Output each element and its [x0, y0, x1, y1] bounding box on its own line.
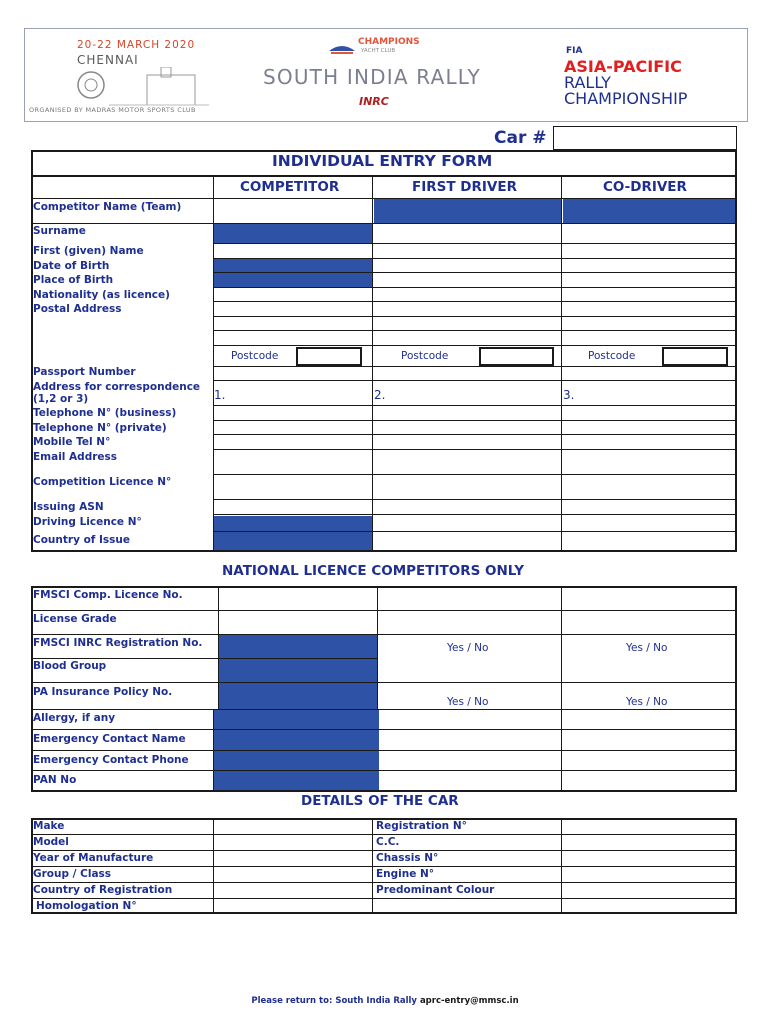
car-row-label: Group / Class [33, 868, 112, 880]
national-section-title: NATIONAL LICENCE COMPETITORS ONLY [222, 563, 525, 579]
row-line [214, 405, 737, 406]
car-row-label: Engine N° [376, 868, 435, 880]
row-label: Place of Birth [33, 274, 114, 286]
column-header-co-driver: CO-DRIVER [603, 179, 687, 195]
car-number-field[interactable] [553, 126, 737, 150]
national-row-label: Allergy, if any [33, 712, 116, 724]
national-row-label: FMSCI INRC Registration No. [33, 637, 203, 649]
row-line [31, 634, 737, 635]
column-header-competitor: COMPETITOR [240, 179, 340, 195]
row-line [31, 834, 737, 835]
row-line [31, 850, 737, 851]
filled-cell [214, 516, 372, 550]
title-divider [31, 175, 737, 177]
filled-cell [563, 199, 735, 223]
row-label: Issuing ASN [33, 501, 104, 513]
row-label: Telephone N° (private) [33, 422, 167, 434]
row-line [31, 729, 737, 730]
row-line [31, 882, 737, 883]
row-line [214, 449, 737, 450]
address-option-2[interactable]: 2. [374, 388, 386, 402]
postcode-field-co-driver[interactable] [662, 347, 728, 366]
row-line [214, 345, 737, 346]
row-label: Nationality (as licence) [33, 289, 170, 301]
car-number-label: Car # [494, 128, 547, 148]
row-label: Competitor Name (Team) [33, 201, 182, 213]
footer-email-link[interactable]: aprc-entry@mmsc.in [419, 996, 519, 1006]
row-label: Competition Licence N° [33, 476, 172, 488]
row-line [31, 866, 737, 867]
row-line [31, 750, 737, 751]
row-line [214, 499, 737, 500]
apac-line1: ASIA-PACIFIC [564, 57, 682, 76]
filled-cell [219, 634, 377, 709]
row-line [31, 610, 737, 611]
car-section-title: DETAILS OF THE CAR [301, 793, 459, 809]
national-row-label: FMSCI Comp. Licence No. [33, 589, 183, 601]
row-line [31, 770, 737, 771]
event-city: CHENNAI [77, 53, 139, 67]
filled-cell [214, 223, 372, 243]
row-line [31, 658, 377, 659]
row-line [214, 330, 737, 331]
row-label: First (given) Name [33, 245, 144, 257]
row-line [214, 434, 737, 435]
row-line [214, 380, 737, 381]
car-row-label: Year of Manufacture [33, 852, 154, 864]
row-line [31, 709, 737, 710]
row-line [214, 366, 737, 367]
row-line [31, 223, 737, 224]
form-title: INDIVIDUAL ENTRY FORM [272, 152, 493, 170]
row-label: Mobile Tel N° [33, 436, 111, 448]
car-row-label: Model [33, 836, 69, 848]
car-row-label: C.C. [376, 836, 400, 848]
row-label: Email Address [33, 451, 118, 463]
row-line [31, 682, 737, 683]
apac-line2: RALLY [564, 73, 611, 92]
row-line [31, 198, 737, 199]
yes-no-option[interactable]: Yes / No [626, 642, 668, 654]
national-row-label: PAN No [33, 774, 77, 786]
row-label: Date of Birth [33, 260, 110, 272]
national-row-label: PA Insurance Policy No. [33, 686, 173, 698]
row-label: Country of Issue [33, 534, 131, 546]
car-row-label: Registration N° [376, 820, 467, 832]
row-line [31, 898, 737, 899]
yes-no-option[interactable]: Yes / No [447, 642, 489, 654]
yes-no-option[interactable]: Yes / No [626, 696, 668, 708]
yes-no-option[interactable]: Yes / No [447, 696, 489, 708]
filled-cell [374, 199, 561, 223]
national-row-label: Emergency Contact Name [33, 733, 186, 745]
national-row-label: Blood Group [33, 660, 107, 672]
yacht-icon [327, 41, 357, 55]
postcode-label: Postcode [231, 350, 279, 362]
fia-badge: FIA [566, 46, 583, 56]
row-line [214, 531, 737, 532]
organiser-text: ORGANISED BY MADRAS MOTOR SPORTS CLUB [29, 106, 196, 114]
column-divider [561, 175, 562, 552]
row-label: Telephone N° (business) [33, 407, 177, 419]
event-header-banner [24, 28, 748, 122]
car-row-label: Chassis N° [376, 852, 439, 864]
postcode-field-competitor[interactable] [296, 347, 362, 366]
column-divider [372, 175, 373, 552]
champions-brand: CHAMPIONS [358, 37, 420, 47]
row-line [214, 514, 737, 515]
row-label: Postal Address [33, 303, 122, 315]
row-line [214, 258, 737, 259]
row-line [214, 420, 737, 421]
event-dates: 20-22 MARCH 2020 [77, 39, 196, 51]
postcode-label: Postcode [401, 350, 449, 362]
column-header-first-driver: FIRST DRIVER [412, 179, 517, 195]
inrc-logo: INRC [359, 95, 389, 108]
row-line [214, 316, 737, 317]
footer-return-text: Please return to: South India Rally [251, 996, 417, 1006]
row-label: Address for correspondence (1,2 or 3) [33, 381, 201, 405]
row-line [214, 474, 737, 475]
row-label: Passport Number [33, 366, 136, 378]
row-line [214, 272, 737, 273]
address-option-3[interactable]: 3. [563, 388, 575, 402]
row-line [214, 243, 737, 244]
chennai-landmark-icon [69, 67, 219, 107]
champions-sub: YACHT CLUB [361, 48, 396, 54]
apac-line3: CHAMPIONSHIP [564, 89, 688, 108]
row-line [214, 301, 737, 302]
national-row-label: License Grade [33, 613, 117, 625]
column-divider [218, 586, 219, 610]
car-row-label: Country of Registration [33, 884, 173, 896]
address-option-1[interactable]: 1. [214, 388, 226, 402]
rally-name: SOUTH INDIA RALLY [263, 65, 481, 89]
postcode-field-first-driver[interactable] [479, 347, 554, 366]
car-row-label: Homologation N° [36, 900, 137, 912]
row-label: Surname [33, 225, 86, 237]
footer [0, 996, 770, 1006]
national-row-label: Emergency Contact Phone [33, 754, 189, 766]
car-row-label: Make [33, 820, 65, 832]
car-row-label: Predominant Colour [376, 884, 495, 896]
column-divider [561, 586, 562, 792]
row-line [214, 287, 737, 288]
postcode-label: Postcode [588, 350, 636, 362]
row-label: Driving Licence N° [33, 516, 142, 528]
